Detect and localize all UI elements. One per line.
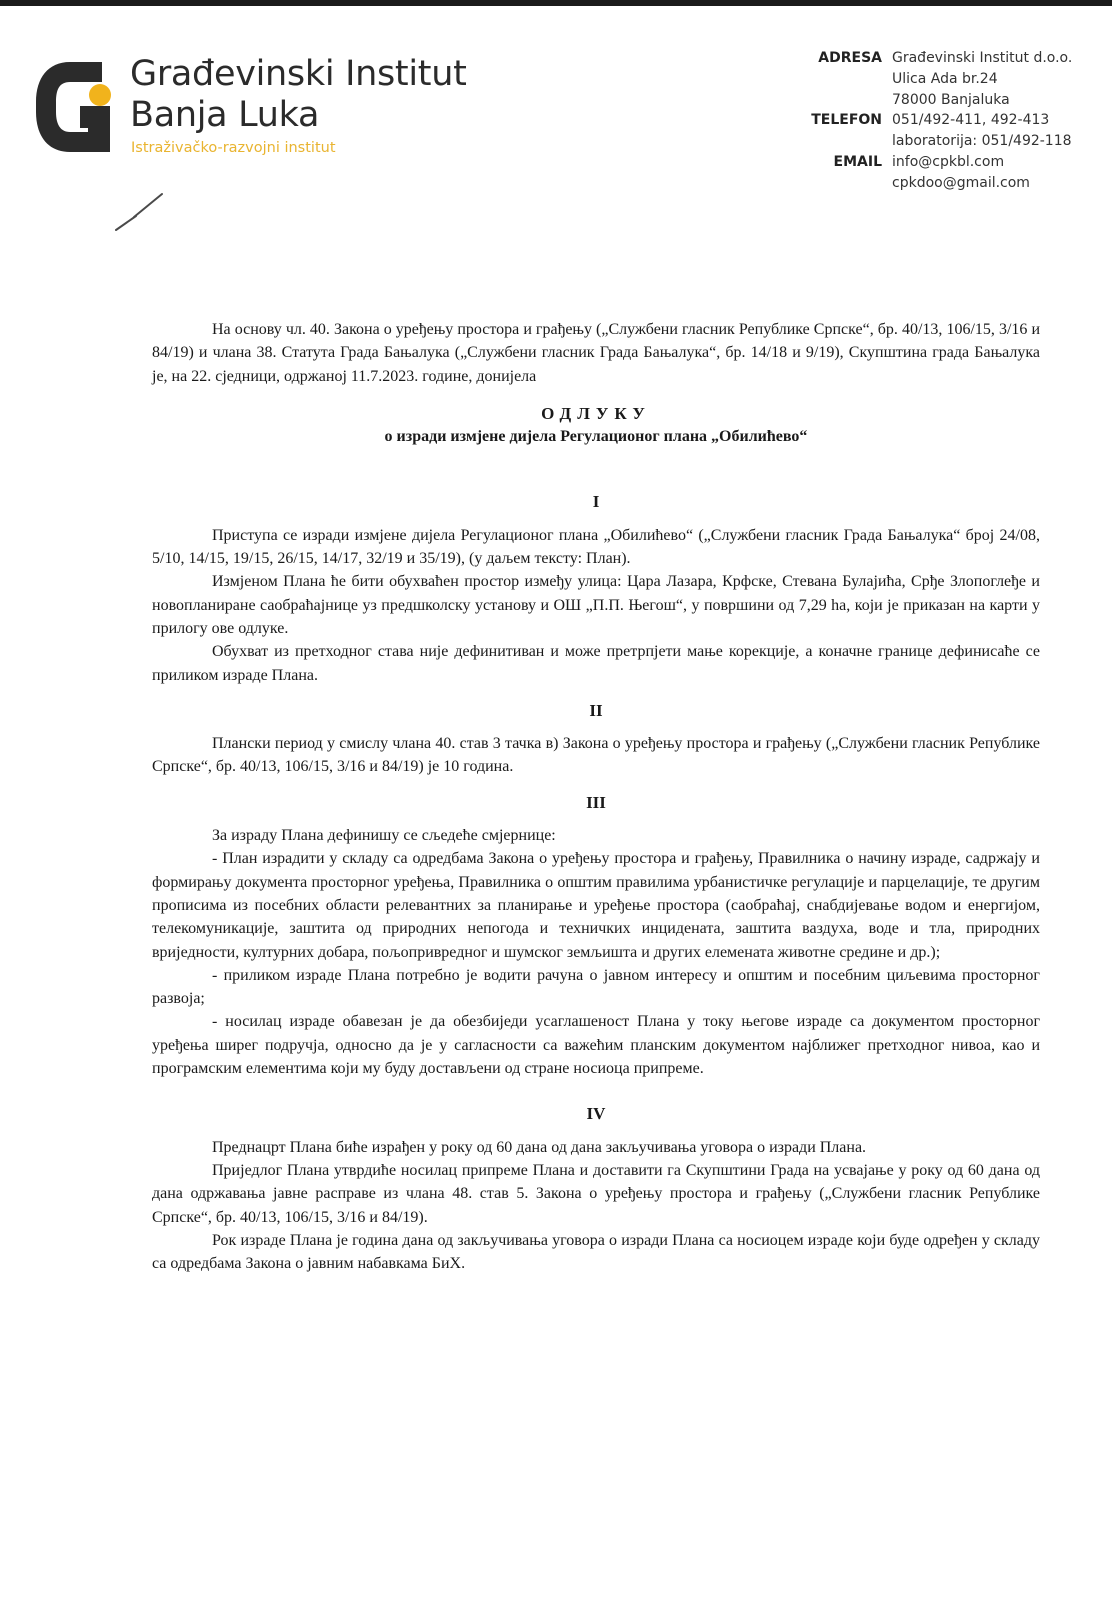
- org-name-line2: Banja Luka: [130, 95, 320, 135]
- label-spacer: [800, 90, 892, 111]
- guideline-item: - приликом израде Плана потребно је водити рачуна о јавном интересу и општим и посебним циљевима просторног развоја;: [152, 966, 1040, 1008]
- email-row: [800, 152, 1100, 173]
- label-spacer: [800, 131, 892, 152]
- section-paragraph: Приједлог Плана утврдиће носилац припреме Плана и доставити га Скупштини Града на усвајање у року од 60 дана од дана одржавања јавне расправе из члана 48. став 5. Закона о уређењу простора и грађењу („Службени гласник Републике Српске“, бр. 40/13, 106/15, 3/16 и 84/19).: [152, 1161, 1040, 1226]
- document-subtitle: о изради измјене дијела Регулационог плана „Обилићево“: [384, 428, 808, 446]
- org-name-line1: Građevinski Institut: [130, 54, 467, 94]
- section-paragraph: Измјеном Плана ће бити обухваћен простор између улица: Цара Лазара, Крфске, Стевана Булајића, Срђе Злопоглеђе и новопланиране саобраћајнице уз предшколску установу и ОШ „П.П. Његош“, у површини од 7,29 hа, који је приказан на карти у прилогу ове одлуке.: [152, 573, 1040, 637]
- address-row-3: [800, 90, 1100, 111]
- document-title: ОДЛУКУ: [541, 403, 651, 423]
- phone-line: 051/492-411, 492-413: [892, 112, 1050, 129]
- email-label: EMAIL: [833, 153, 882, 170]
- section-paragraph: Рок израде Плана је година дана од закључивања уговора о изради Плана са носиоцем израде који буде одређен у складу са одредбама Закона о јавним набавкама БиХ.: [152, 1231, 1040, 1273]
- organization-name: [130, 54, 467, 136]
- address-row-2: [800, 69, 1100, 90]
- decision-document: [152, 318, 1040, 1275]
- institute-logo-icon: [30, 56, 114, 158]
- section-paragraph: За израду Плана дефинишу се сљедеће смјернице:: [212, 827, 556, 845]
- org-tagline: Istraživačko-razvojni institut: [131, 140, 336, 156]
- section-number: IV: [586, 1104, 606, 1124]
- section-paragraph: Приступа се изради измјене дијела Регулационог плана „Обилићево“ („Службени гласник Града Бањалука“ број 24/08, 5/10, 14/15, 19/15, 26/15, 14/17, 32/19 и 35/19), (у даљем тексту: План).: [152, 526, 1040, 568]
- address-line: Ulica Ada br.24: [892, 70, 998, 87]
- address-line: Građevinski Institut d.o.o.: [892, 50, 1073, 66]
- top-edge-bar: [0, 0, 1112, 6]
- preamble-paragraph: На основу чл. 40. Закона о уређењу простора и грађењу („Службени гласник Републике Српске“, бр. 40/13, 106/15, 3/16 и 84/19) и члана 38. Статута Града Бањалука („Службени гласник Града Бањалука“, бр. 14/18 и 9/19), Скупштина града Бањалука је, на 22. сједници, одржаној 11.7.2023. године, донијела: [152, 321, 1040, 385]
- phone-line: laboratorija: 051/492-118: [892, 133, 1072, 150]
- phone-row: [800, 110, 1100, 131]
- label-spacer: [800, 69, 892, 90]
- email-row-2: [800, 173, 1100, 190]
- guideline-item: - План израдити у складу са одредбама Закона о уређењу простора и грађењу, Правилника о начину израде, садржају и формирању документа просторног уређења, Правилника о општим правилима урбанистичке регулације и парцелације, те другим прописима из посебних области релевантних за планирање и уређење простора (саобраћај, снабдијевање водом и енергијом, телекомуникације, заштита од природних непогода и техничких инцидената, заштита ваздуха, воде и тла, природних вриједности, културних добара, пољопривредног и шумског земљишта и других елемената животне средине и др.);: [152, 850, 1040, 961]
- section-paragraph: Плански период у смислу члана 40. став 3 тачка в) Закона о уређењу простора и грађењу („Службени гласник Републике Српске“, бр. 40/13, 106/15, 3/16 и 84/19) је 10 година.: [152, 735, 1040, 776]
- phone-row-2: [800, 131, 1100, 152]
- contact-block: [800, 48, 1100, 190]
- section-number: III: [586, 792, 606, 812]
- section-number: II: [589, 700, 603, 720]
- address-label: ADRESA: [818, 50, 882, 66]
- spacer: [152, 1080, 1040, 1090]
- pen-stroke-mark: [112, 190, 172, 234]
- address-line: 78000 Banjaluka: [892, 91, 1010, 108]
- section-number: I: [592, 492, 600, 512]
- spacer: [152, 448, 1040, 478]
- guideline-item: - носилац израде обавезан је да обезбиједи усаглашеност Плана у току његове израде са документом просторног уређења ширег подручја, односно да је у сагласности са важећим планским документом најближег претходног нивоа, као и програмским елементима који му буду достављени од стране носиоца припреме.: [152, 1013, 1040, 1078]
- address-row: [800, 48, 1100, 69]
- section-paragraph: Обухват из претходног става није дефинитиван и може претрпјети мање корекције, а коначне границе дефинисаће се приликом израде Плана.: [152, 643, 1040, 684]
- section-paragraph: Преднацрт Плана биће израђен у року од 60 дана од дана закључивања уговора о изради Плана.: [212, 1138, 867, 1156]
- email-line: cpkdoo@gmail.com: [892, 174, 1030, 190]
- label-spacer: [800, 173, 892, 190]
- phone-label: TELEFON: [811, 112, 882, 129]
- email-line: info@cpkbl.com: [892, 153, 1005, 170]
